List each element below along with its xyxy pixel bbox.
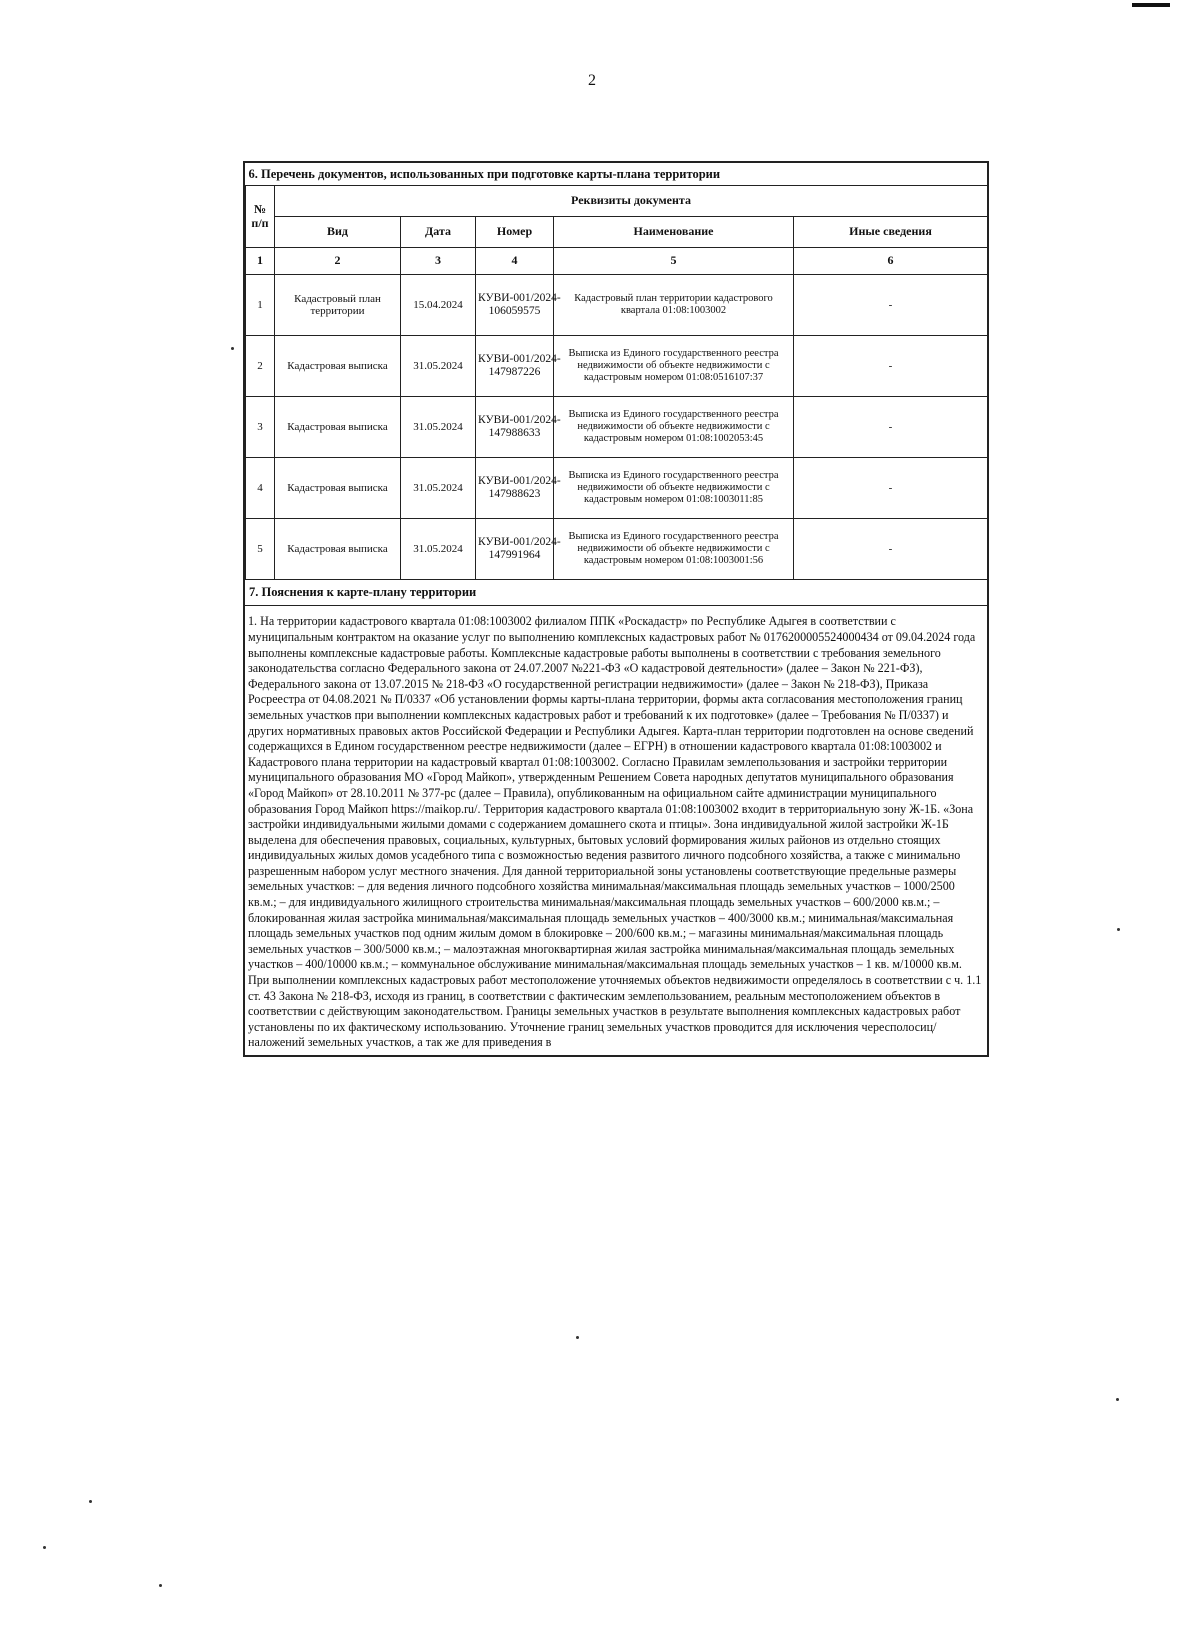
scan-speck xyxy=(89,1500,92,1503)
doc-other: - xyxy=(794,397,988,458)
col-no-header: № п/п xyxy=(246,186,275,248)
scan-speck xyxy=(576,1336,579,1339)
doc-name: Выписка из Единого государственного реестра недвижимости об объекте недвижимости с кадастровым номером 01:08:1003011:85 xyxy=(554,458,794,519)
doc-other: - xyxy=(794,275,988,336)
doc-other: - xyxy=(794,519,988,580)
doc-name: Выписка из Единого государственного реестра недвижимости об объекте недвижимости с кадастровым номером 01:08:1003001:56 xyxy=(554,519,794,580)
table-row xyxy=(246,275,988,336)
header-kind: Вид xyxy=(275,217,401,248)
doc-date: 31.05.2024 xyxy=(401,397,476,458)
doc-kind: Кадастровая выписка xyxy=(275,519,401,580)
col-number: 2 xyxy=(275,248,401,275)
doc-name: Выписка из Единого государственного реестра недвижимости об объекте недвижимости с кадастровым номером 01:08:0516107:37 xyxy=(554,336,794,397)
row-index: 1 xyxy=(246,275,275,336)
header-other: Иные сведения xyxy=(794,217,988,248)
row-index: 3 xyxy=(246,397,275,458)
document-frame xyxy=(243,161,989,1057)
doc-number: КУВИ-001/2024-147988633 xyxy=(476,397,554,458)
col-number: 5 xyxy=(554,248,794,275)
doc-name: Кадастровый план территории кадастрового квартала 01:08:1003002 xyxy=(554,275,794,336)
row-index: 2 xyxy=(246,336,275,397)
table-row xyxy=(246,336,988,397)
documents-table xyxy=(245,163,988,580)
doc-date: 15.04.2024 xyxy=(401,275,476,336)
col-number: 6 xyxy=(794,248,988,275)
scan-speck xyxy=(159,1584,162,1587)
doc-kind: Кадастровый план территории xyxy=(275,275,401,336)
table-row xyxy=(246,458,988,519)
header-name: Наименование xyxy=(554,217,794,248)
column-numbers-row xyxy=(246,248,988,275)
doc-kind: Кадастровая выписка xyxy=(275,458,401,519)
group-header: Реквизиты документа xyxy=(275,186,988,217)
row-index: 5 xyxy=(246,519,275,580)
scan-speck xyxy=(1117,928,1120,931)
scan-speck xyxy=(1116,1398,1119,1401)
section7-title: 7. Пояснения к карте-плану территории xyxy=(245,580,987,606)
doc-date: 31.05.2024 xyxy=(401,458,476,519)
col-number: 1 xyxy=(246,248,275,275)
header-date: Дата xyxy=(401,217,476,248)
doc-kind: Кадастровая выписка xyxy=(275,336,401,397)
header-number: Номер xyxy=(476,217,554,248)
section7-body-text: 1. На территории кадастрового квартала 01:08:1003002 филиалом ППК «Роскадастр» по Республике Адыгея в соответствии с муниципальным контрактом на оказание услуг по выполнению комплексных кадастровых работ № 0176200005524000434 от 09.04.2024 года выполнены комплексные кадастровые работы. Комплексные кадастровые работы выполнены в соответствии с требования земельного законодательства согласно Федерального закона от 24.07.2007 №221-ФЗ «О кадастровой деятельности» (далее – Закон № 221-ФЗ), Федерального закона от 13.07.2015 № 218-ФЗ «О государственной регистрации недвижимости» (далее – Закон № 218-ФЗ), Приказа Росреестра от 04.08.2021 № П/0337 «Об установлении формы карты-плана территории, формы акта согласования местоположения границ земельных участков при выполнении комплексных кадастровых работ и требований к их подготовке» (далее – Требования № П/0337) и других нормативных правовых актов Российской Федерации и Республики Адыгея. Карта-план территории подготовлен на основе сведений содержащихся в Едином государственном реестре недвижимости (далее – ЕГРН) в отношении кадастрового квартала 01:08:1003002 и Кадастрового плана территории на кадастровый квартал 01:08:1003002. Согласно Правилам землепользования и застройки территории муниципального образования МО «Город Майкоп», утвержденным Решением Совета народных депутатов муниципального образования «Город Майкоп» от 28.10.2011 № 377-рс (далее – Правила), опубликованным на официальном сайте администрации муниципального образования Город Майкоп https://maikop.ru/. Территория кадастрового квартала 01:08:1003002 входит в территориальную зону Ж-1Б. «Зона застройки индивидуальными жилыми домами с содержанием домашнего скота и птицы». Зона индивидуальной жилой застройки Ж-1Б выделена для обеспечения правовых, социальных, культурных, бытовых условий формирования жилых районов из отдельно стоящих индивидуальных жилых домов усадебного типа с возможностью ведения развитого личного подсобного хозяйства, а также с минимально разрешенным набором услуг местного значения. Для данной территориальной зоны установлены соответствующие предельные размеры земельных участков: – для ведения личного подсобного хозяйства минимальная/максимальная площадь земельных участков – 1000/2500 кв.м.; – для индивидуального жилищного строительства минимальная/максимальная площадь земельных участков – 600/2000 кв.м.; – блокированная жилая застройка минимальная/максимальная площадь земельных участков – 400/3000 кв.м.; минимальная/максимальная площадь земельных участков под одним жилым домом в блокировке – 200/600 кв.м.; – магазины минимальная/максимальная площадь земельных участков – 300/5000 кв.м.; – малоэтажная многоквартирная жилая застройка минимальная/максимальная площадь земельных участков – 400/10000 кв.м.; – коммунальное обслуживание минимальная/максимальная площадь земельных участков – 1 кв. м/10000 кв.м. При выполнении комплексных кадастровых работ местоположение уточняемых объектов недвижимости определялось в соответствии с ч. 1.1 ст. 43 Закона № 218-ФЗ, исходя из границ, в соответствии с фактическим землепользованием, реальным местоположением объектов в соответствии с действующим законодательством. Границы земельных участков в результате выполнения комплексных кадастровых работ установлены по их фактическому использованию. Уточнение границ земельных участков проводится для исключения чересполосиц/наложений земельных участков, а так же для приведения в xyxy=(248,614,982,1050)
doc-number: КУВИ-001/2024-106059575 xyxy=(476,275,554,336)
row-index: 4 xyxy=(246,458,275,519)
scan-speck xyxy=(43,1546,46,1549)
page-number: 2 xyxy=(588,72,596,89)
doc-number: КУВИ-001/2024-147987226 xyxy=(476,336,554,397)
doc-other: - xyxy=(794,458,988,519)
doc-number: КУВИ-001/2024-147991964 xyxy=(476,519,554,580)
col-number: 4 xyxy=(476,248,554,275)
doc-kind: Кадастровая выписка xyxy=(275,397,401,458)
top-edge-mark xyxy=(1132,3,1170,7)
doc-date: 31.05.2024 xyxy=(401,519,476,580)
col-number: 3 xyxy=(401,248,476,275)
doc-date: 31.05.2024 xyxy=(401,336,476,397)
table-row xyxy=(246,519,988,580)
doc-number: КУВИ-001/2024-147988623 xyxy=(476,458,554,519)
doc-other: - xyxy=(794,336,988,397)
scan-speck xyxy=(231,347,234,350)
doc-name: Выписка из Единого государственного реестра недвижимости об объекте недвижимости с кадастровым номером 01:08:1002053:45 xyxy=(554,397,794,458)
section6-title: 6. Перечень документов, использованных при подготовке карты-плана территории xyxy=(246,163,988,186)
table-row xyxy=(246,397,988,458)
